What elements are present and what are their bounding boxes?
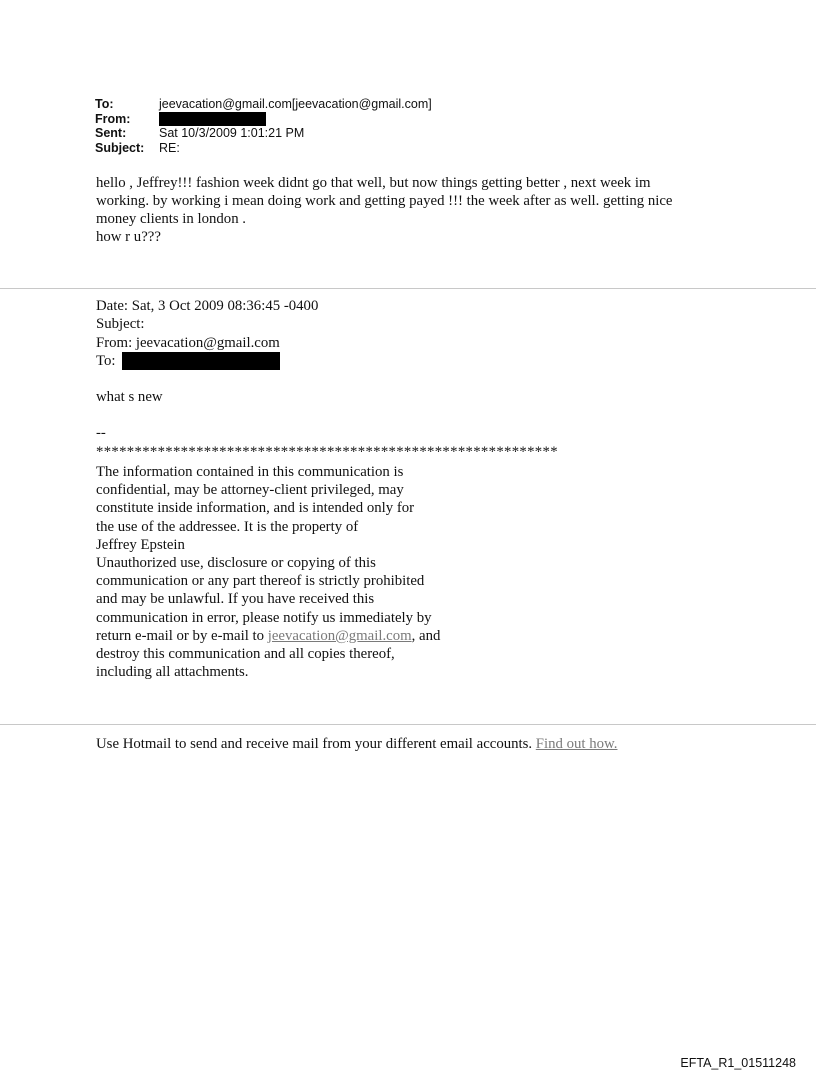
disclaimer-line: and may be unlawful. If you have received this (96, 591, 375, 608)
sent-value: Sat 10/3/2009 1:01:21 PM (159, 126, 305, 140)
disclaimer-line: Jeffrey Epstein (96, 536, 185, 553)
reply-line: hello , Jeffrey!!! fashion week didnt go that well, but now things getting better , next week im (96, 175, 651, 191)
header-subject-row (95, 141, 432, 156)
reply-line: money clients in london . (96, 211, 247, 227)
header-sent-row (95, 126, 432, 141)
divider (0, 288, 816, 289)
divider (0, 724, 816, 725)
reply-line: working. by working i mean doing work and getting payed !!! the week after as well. getting nice (96, 193, 673, 209)
disclaimer-line: Unauthorized use, disclosure or copying of this (96, 555, 376, 572)
original-date: Date: Sat, 3 Oct 2009 08:36:45 -0400 (96, 298, 319, 314)
original-message (96, 297, 558, 461)
return-prefix: return e-mail or by e-mail to (96, 627, 268, 644)
footer-text: Use Hotmail to send and receive mail from your different email accounts. (96, 736, 536, 752)
to-value: jeevacation@gmail.com[jeevacation@gmail.com] (159, 97, 432, 111)
original-from: From: jeevacation@gmail.com (96, 334, 280, 351)
disclaimer-line: destroy this communication and all copies thereof, (96, 646, 395, 663)
original-to-label: To: (96, 352, 120, 369)
disclaimer-line: confidential, may be attorney-client privileged, may (96, 482, 404, 499)
subject-value: RE: (159, 140, 180, 155)
disclaimer (96, 463, 440, 681)
original-subject: Subject: (96, 316, 145, 333)
original-to-row (96, 352, 558, 370)
subject-label: Subject: (95, 140, 145, 155)
header-from-row (95, 112, 432, 127)
from-label: From: (95, 111, 131, 126)
email-link[interactable]: jeevacation@gmail.com (267, 627, 412, 644)
disclaimer-line: communication or any part thereof is strictly prohibited (96, 573, 425, 590)
original-body: what s new (96, 389, 163, 406)
disclaimer-line: the use of the addressee. It is the property of (96, 518, 359, 535)
to-label: To: (95, 97, 114, 111)
disclaimer-line: including all attachments. (96, 664, 249, 681)
email-header (95, 97, 432, 155)
disclaimer-line: communication in error, please notify us immediately by (96, 609, 432, 626)
signature-stars: ************************************************************ (96, 443, 558, 460)
disclaimer-line: constitute inside information, and is intended only for (96, 500, 415, 517)
from-redaction (159, 112, 266, 126)
bates-number: EFTA_R1_01511248 (680, 1056, 796, 1070)
find-out-how-link[interactable]: Find out how. (535, 736, 618, 752)
reply-body (96, 174, 736, 246)
disclaimer-line: The information contained in this communication is (96, 464, 404, 480)
sent-label: Sent: (95, 126, 127, 140)
signature-dash: -- (96, 425, 106, 442)
header-to-row (95, 97, 432, 112)
disclaimer-return-line (96, 627, 440, 645)
return-suffix: , and (411, 627, 441, 644)
to-redaction (122, 352, 280, 370)
hotmail-footer (96, 736, 617, 753)
reply-line: how r u??? (96, 229, 161, 245)
